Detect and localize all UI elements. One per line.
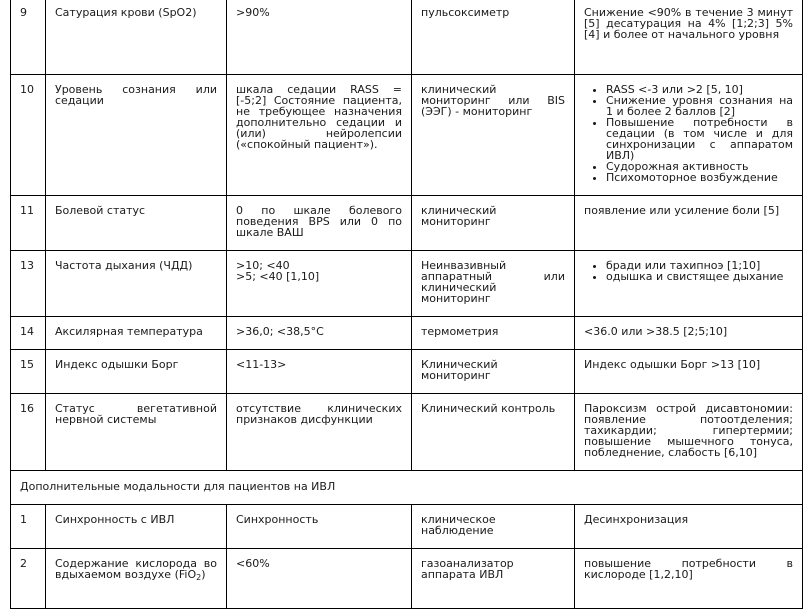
trigger-cell: Снижение <90% в течение 3 минут [5] десатурация на 4% [1;2;3] 5% [4] и более от начального уровня xyxy=(575,0,803,75)
trigger-list xyxy=(584,84,793,183)
trigger-cell: Пароксизм острой дисавтономии: появление потоотделения; тахикардии; гипертермии; повышение мышечного тонуса, побледнение, слабость [6,10] xyxy=(575,394,803,471)
target-cell: шкала седации RASS = [-5;2] Состояние пациента, не требующее назначения дополнительно седации и (или) нейролепсии («спокойный пациент»). xyxy=(227,75,412,196)
parameter-cell: Статус вегетативной нервной системы xyxy=(46,394,227,471)
target-cell: <60% xyxy=(227,549,412,609)
table-row xyxy=(11,75,803,196)
method-cell: пульсоксиметр xyxy=(412,0,575,75)
trigger-cell xyxy=(575,251,803,317)
subscript: 2 xyxy=(196,573,202,582)
target-cell: >36,0; <38,5°C xyxy=(227,317,412,350)
row-number: 13 xyxy=(11,251,46,317)
list-item: • RASS <-3 или >2 [5, 10] xyxy=(606,84,793,95)
list-item: • Судорожная активность xyxy=(606,161,793,172)
method-cell: Клинический контроль xyxy=(412,394,575,471)
list-item: • Повышение потребности в седации (в том числе и для синхронизации с аппаратом ИВЛ) xyxy=(606,117,793,161)
trigger-cell: повышение потребности в кислороде [1,2,10] xyxy=(575,549,803,609)
parameter-cell: Частота дыхания (ЧДД) xyxy=(46,251,227,317)
parameter-cell: Сатурация крови (SpO2) xyxy=(46,0,227,75)
target-cell: Синхронность xyxy=(227,505,412,549)
table-row xyxy=(11,0,803,75)
method-cell: Неинвазивный аппаратный или клинический мониторинг xyxy=(412,251,575,317)
table-row xyxy=(11,350,803,394)
row-number: 1 xyxy=(11,505,46,549)
target-line: >5; <40 [1,10] xyxy=(236,270,320,283)
trigger-cell: Индекс одышки Борг >13 [10] xyxy=(575,350,803,394)
row-number: 16 xyxy=(11,394,46,471)
trigger-list xyxy=(584,260,793,282)
method-cell: Клинический мониторинг xyxy=(412,350,575,394)
table-row xyxy=(11,394,803,471)
trigger-cell: появление или усиление боли [5] xyxy=(575,196,803,251)
target-cell: >90% xyxy=(227,0,412,75)
target-cell: 0 по шкале болевого поведения BPS или 0 по шкале ВАШ xyxy=(227,196,412,251)
row-number: 2 xyxy=(11,549,46,609)
parameter-text: Содержание кислорода во вдыхаемом воздухе (FiO xyxy=(55,557,217,581)
method-cell: клиническое наблюдение xyxy=(412,505,575,549)
target-line: >10; <40 xyxy=(236,259,290,272)
list-item: • Снижение уровня сознания на 1 и более 2 баллов [2] xyxy=(606,95,793,117)
row-number: 10 xyxy=(11,75,46,196)
parameter-cell: Болевой статус xyxy=(46,196,227,251)
list-item: • Психомоторное возбуждение xyxy=(606,172,793,183)
parameter-text-end: ) xyxy=(201,568,206,581)
section-title: Дополнительные модальности для пациентов на ИВЛ xyxy=(11,471,803,505)
table-row xyxy=(11,251,803,317)
monitoring-table xyxy=(10,0,803,609)
parameter-cell: Уровень сознания или седации xyxy=(46,75,227,196)
method-cell: термометрия xyxy=(412,317,575,350)
row-number: 11 xyxy=(11,196,46,251)
method-cell: клинический мониторинг или BIS (ЭЭГ) - мониторинг xyxy=(412,75,575,196)
row-number: 9 xyxy=(11,0,46,75)
table-row xyxy=(11,196,803,251)
table-row xyxy=(11,317,803,350)
target-cell: отсутствие клинических признаков дисфункции xyxy=(227,394,412,471)
list-item: • одышка и свистящее дыхание xyxy=(606,271,793,282)
parameter-cell xyxy=(46,549,227,609)
trigger-cell: <36.0 или >38.5 [2;5;10] xyxy=(575,317,803,350)
method-cell: газоанализатор аппарата ИВЛ xyxy=(412,549,575,609)
target-cell xyxy=(227,251,412,317)
parameter-cell: Аксилярная температура xyxy=(46,317,227,350)
method-cell: клинический мониторинг xyxy=(412,196,575,251)
target-cell: <11-13> xyxy=(227,350,412,394)
trigger-cell xyxy=(575,75,803,196)
parameter-cell: Синхронность с ИВЛ xyxy=(46,505,227,549)
section-row xyxy=(11,471,803,505)
row-number: 15 xyxy=(11,350,46,394)
parameter-cell: Индекс одышки Борг xyxy=(46,350,227,394)
row-number: 14 xyxy=(11,317,46,350)
trigger-cell: Десинхронизация xyxy=(575,505,803,549)
table-row xyxy=(11,505,803,549)
list-item: • бради или тахипноэ [1;10] xyxy=(606,260,793,271)
table-row xyxy=(11,549,803,609)
